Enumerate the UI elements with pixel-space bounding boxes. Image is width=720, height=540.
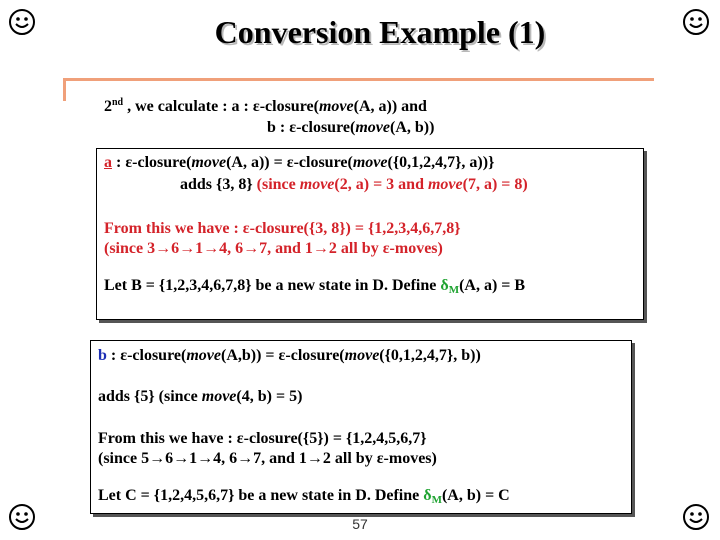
- intro-line-2: b : ε-closure(move(A, b)): [267, 119, 435, 136]
- box-a-line-3: From this we have : ε-closure({3, 8}) = {1,2,3,4,6,7,8}: [104, 220, 461, 237]
- box-b-line-2: adds {5} (since move(4, b) = 5): [98, 388, 303, 405]
- box-a-line-4: (since 3→6→1→4, 6→7, and 1→2 all by ε-moves): [104, 240, 443, 257]
- title-underline-tick: [63, 78, 66, 101]
- intro-line-1: 2nd , we calculate : a : ε-closure(move(A, a)) and: [104, 97, 427, 115]
- page-number: 57: [352, 516, 368, 532]
- slide-title: Conversion Example (1): [214, 14, 546, 50]
- smiley-face-icon: [682, 503, 710, 531]
- title-underline: [63, 78, 654, 81]
- box-a-line-1: a : ε-closure(move(A, a)) = ε-closure(move({0,1,2,4,7}, a))}: [104, 154, 495, 171]
- box-a-line-5: Let B = {1,2,3,4,6,7,8} be a new state in D. Define $\delta_M(A$, a) = B: [104, 277, 526, 296]
- smiley-face-icon: [8, 503, 36, 531]
- box-b-line-3: From this we have : ε-closure({5}) = {1,2,4,5,6,7}: [98, 430, 427, 447]
- box-a-line-2: adds {3, 8} (since move(2, a) = 3 and move(7, a) = 8): [180, 176, 528, 193]
- box-b-line-4: (since 5→6→1→4, 6→7, and 1→2 all by ε-moves): [98, 450, 437, 467]
- box-b-line-5: Let C = {1,2,4,5,6,7} be a new state in D. Define $\delta_M(A$, b) = C: [98, 487, 510, 506]
- box-b-line-1: b : ε-closure(move(A,b)) = ε-closure(move({0,1,2,4,7}, b)): [98, 347, 481, 364]
